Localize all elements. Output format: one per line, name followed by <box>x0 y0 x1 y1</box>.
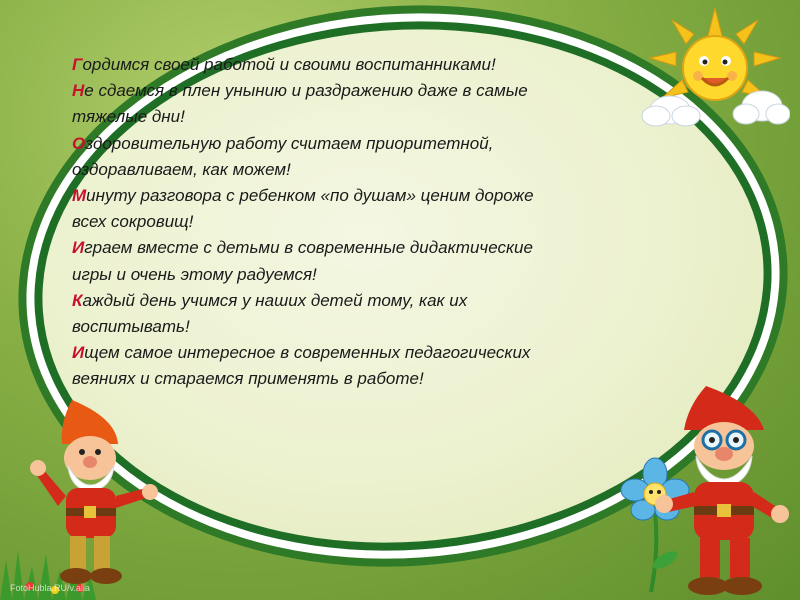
statement-line: веяниях и стараемся применять в работе! <box>72 369 424 389</box>
statement-line: всех сокровищ! <box>72 212 194 232</box>
statement-list <box>72 52 642 393</box>
statement-line: игры и очень этому радуемся! <box>72 264 317 284</box>
statement-line: тяжелые дни! <box>72 107 185 127</box>
statement-line: Не сдаемся в плен унынию и раздражению даже в самые <box>72 81 528 101</box>
statement-line: воспитывать! <box>72 317 190 337</box>
watermark: FotoHubla.RU/v.alia <box>10 583 90 593</box>
statement-line: Оздоровительную работу считаем приоритетной, <box>72 133 494 153</box>
statement-line: Минуту разговора с ребенком «по душам» ценим дороже <box>72 186 534 206</box>
statement-line: Каждый день учимся у наших детей тому, как их <box>72 290 468 310</box>
statement-line: оздоравливаем, как можем! <box>72 159 291 179</box>
statement-line: Играем вместе с детьми в современные дидактические <box>72 238 533 258</box>
dwarf-icon <box>20 392 170 592</box>
statement-line: Ищем самое интересное в современных педагогических <box>72 343 531 363</box>
statement-line: Гордимся своей работой и своими воспитанниками! <box>72 55 496 74</box>
sun-icon <box>640 6 790 136</box>
dwarf-icon <box>640 382 800 600</box>
